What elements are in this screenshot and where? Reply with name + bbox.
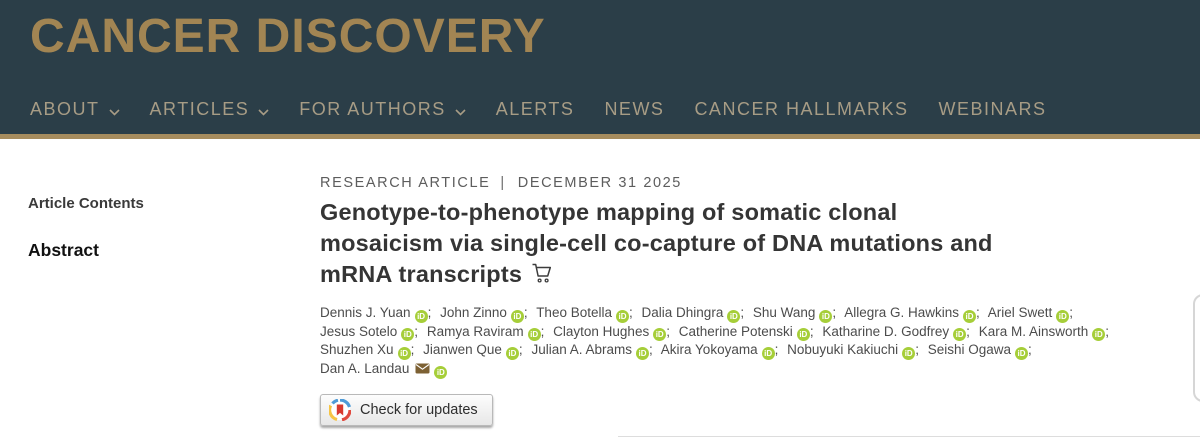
author-separator: ; (740, 305, 745, 320)
author-separator: ; (1105, 323, 1110, 339)
author-link[interactable]: Dennis J. Yuan (320, 305, 411, 320)
title-line-text: mRNA transcripts (320, 261, 523, 287)
author-line (320, 341, 1135, 360)
author-link[interactable]: Clayton Hughes (553, 323, 650, 339)
orcid-icon[interactable]: iD (415, 310, 428, 323)
crossmark-icon (329, 399, 351, 421)
article-contents-heading: Article Contents (28, 195, 144, 212)
chevron-down-icon (109, 100, 120, 121)
email-envelope-icon[interactable] (415, 361, 430, 380)
author-separator: ; (427, 305, 432, 320)
author-link[interactable]: Nobuyuki Kakiuchi (787, 342, 899, 358)
orcid-icon[interactable]: iD (1092, 328, 1105, 341)
author-separator: ; (832, 305, 837, 320)
orcid-icon[interactable]: iD (653, 328, 666, 341)
author-link[interactable]: Julian A. Abrams (531, 342, 632, 358)
nav-item-webinars[interactable] (938, 99, 1046, 120)
article-title (320, 197, 1135, 293)
nav-label: CANCER HALLMARKS (694, 98, 909, 119)
author-separator: ; (809, 323, 814, 339)
author-link[interactable]: Ramya Raviram (426, 323, 524, 339)
title-line (320, 259, 1135, 293)
author-list (320, 304, 1135, 380)
orcid-icon[interactable]: iD (902, 347, 915, 360)
author-separator: ; (649, 342, 653, 358)
author-link[interactable]: Akira Yokoyama (660, 342, 758, 358)
nav-item-news[interactable] (604, 99, 664, 120)
nav-item-alerts[interactable] (496, 99, 575, 120)
author-separator: ; (1028, 342, 1032, 358)
nav-label: WEBINARS (938, 98, 1047, 119)
right-panel-edge (1193, 294, 1200, 402)
nav-label: NEWS (604, 98, 665, 119)
author-line (320, 323, 1135, 342)
nav-item-for-authors[interactable] (299, 97, 466, 121)
nav-label: FOR AUTHORS (299, 98, 446, 119)
author-link[interactable]: Seishi Ogawa (927, 342, 1012, 358)
title-line: mosaicism via single-cell co-capture of DNA mutations and (320, 230, 993, 256)
main-nav (30, 97, 1047, 121)
orcid-icon[interactable]: iD (1015, 347, 1028, 360)
author-link[interactable]: Kara M. Ainsworth (978, 323, 1089, 339)
author-line (320, 360, 1135, 380)
site-header (0, 0, 1200, 139)
nav-label: ABOUT (30, 98, 100, 119)
author-separator: ; (966, 323, 970, 339)
orcid-icon[interactable]: iD (953, 328, 966, 341)
cart-icon[interactable] (531, 262, 553, 293)
orcid-icon[interactable]: iD (727, 310, 740, 323)
author-link[interactable]: Ariel Swett (987, 305, 1053, 320)
author-separator: ; (523, 305, 528, 320)
author-link[interactable]: Shu Wang (752, 305, 816, 320)
author-separator: ; (774, 342, 779, 358)
author-link[interactable]: Dan A. Landau (320, 361, 410, 377)
author-link[interactable]: Jianwen Que (423, 342, 502, 358)
author-link[interactable]: Katharine D. Godfrey (822, 323, 950, 339)
article-eyebrow (320, 175, 1135, 191)
nav-item-articles[interactable] (150, 97, 270, 121)
orcid-icon[interactable]: iD (528, 328, 541, 341)
eyebrow-separator: | (500, 175, 506, 191)
author-line (320, 304, 1135, 323)
author-separator: ; (915, 342, 919, 358)
content-area (0, 139, 1200, 438)
check-for-updates-button[interactable] (320, 394, 493, 426)
article-main (320, 175, 1135, 426)
section-divider (618, 436, 1200, 437)
author-link[interactable]: Jesus Sotelo (320, 323, 398, 339)
author-separator: ; (975, 305, 980, 320)
author-link[interactable]: Catherine Potenski (678, 323, 793, 339)
orcid-icon[interactable]: iD (762, 347, 775, 360)
author-separator: ; (629, 305, 633, 320)
check-for-updates-label: Check for updates (360, 401, 478, 418)
author-separator: ; (518, 342, 523, 358)
author-link[interactable]: John Zinno (440, 305, 507, 320)
author-link[interactable]: Dalia Dhingra (641, 305, 724, 320)
author-link[interactable]: Allegra G. Hawkins (844, 305, 959, 320)
orcid-icon[interactable]: iD (636, 347, 649, 360)
orcid-icon[interactable]: iD (434, 366, 447, 379)
orcid-icon[interactable]: iD (401, 328, 414, 341)
journal-logo[interactable]: CANCER DISCOVERY (30, 10, 546, 63)
sidebar-item-abstract[interactable]: Abstract (28, 240, 99, 260)
orcid-icon[interactable]: iD (506, 347, 519, 360)
author-separator: ; (1069, 305, 1074, 320)
publication-date: DECEMBER 31 2025 (517, 175, 682, 191)
nav-label: ARTICLES (149, 98, 250, 119)
orcid-icon[interactable]: iD (1056, 310, 1069, 323)
orcid-icon[interactable]: iD (511, 310, 524, 323)
nav-item-about[interactable] (30, 97, 120, 121)
author-separator: ; (666, 323, 670, 339)
orcid-icon[interactable]: iD (398, 347, 411, 360)
nav-item-cancer-hallmarks[interactable] (694, 99, 908, 120)
author-separator: ; (414, 323, 419, 339)
orcid-icon[interactable]: iD (819, 310, 832, 323)
chevron-down-icon (455, 100, 466, 121)
author-link[interactable]: Shuzhen Xu (320, 342, 394, 358)
title-line: Genotype-to-phenotype mapping of somatic clonal (320, 199, 898, 225)
author-separator: ; (540, 323, 545, 339)
orcid-icon[interactable]: iD (616, 310, 629, 323)
orcid-icon[interactable]: iD (963, 310, 976, 323)
nav-label: ALERTS (495, 98, 575, 119)
author-separator: ; (410, 342, 415, 358)
author-link[interactable]: Theo Botella (536, 305, 612, 320)
orcid-icon[interactable]: iD (797, 328, 810, 341)
chevron-down-icon (258, 100, 269, 121)
article-type: RESEARCH ARTICLE (320, 175, 491, 191)
